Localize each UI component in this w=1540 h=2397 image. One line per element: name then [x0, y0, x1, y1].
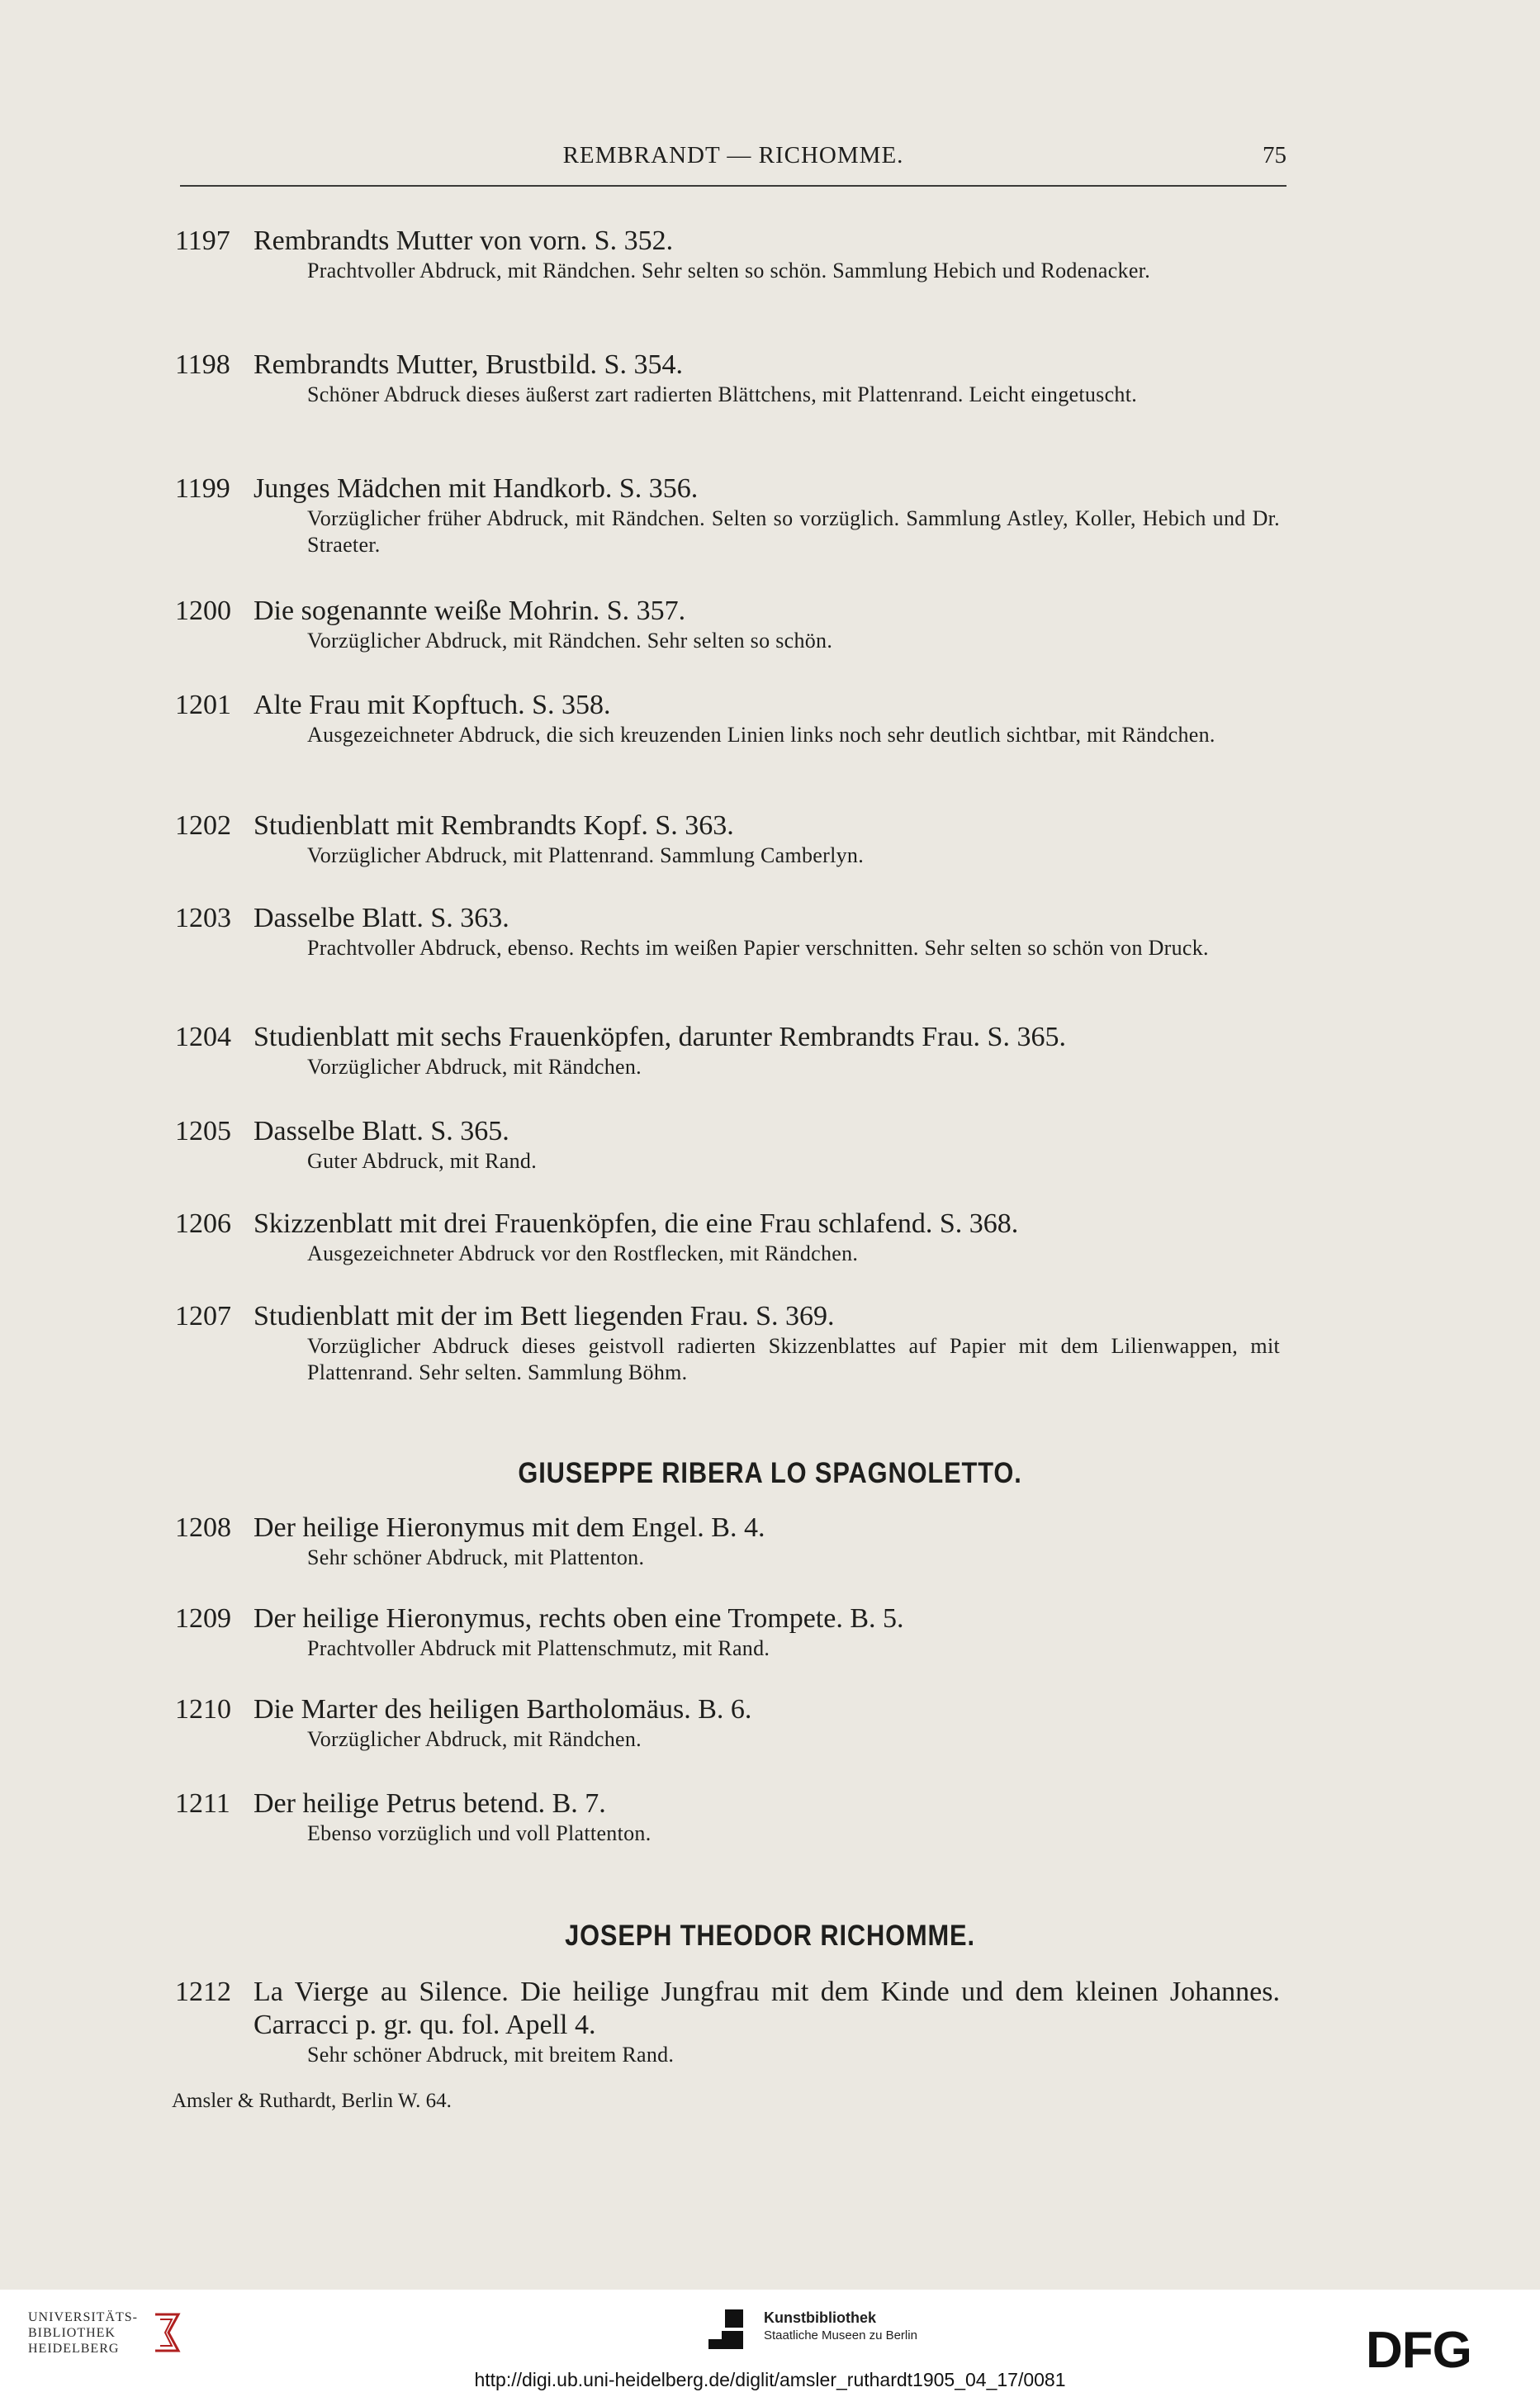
entry-title: Skizzenblatt mit drei Frauenköpfen, die eine Frau schlafend. S. 368.: [254, 1208, 1019, 1239]
entry-description: Ausgezeichneter Abdruck, die sich kreuzenden Linien links noch sehr deutlich sichtbar, mit Rändchen.: [307, 723, 1215, 747]
entry-number: 1200: [175, 596, 231, 626]
entry-number: 1210: [175, 1694, 231, 1725]
uni-logo-line: BIBLIOTHEK: [28, 2326, 116, 2340]
catalog-entry-1209: [175, 1602, 1290, 1662]
catalog-entry-1202: [175, 809, 1290, 869]
kb-title: Kunstbibliothek: [764, 2309, 876, 2326]
running-title: REMBRANDT — RICHOMME.: [562, 142, 904, 169]
entry-description: Prachtvoller Abdruck mit Plattenschmutz, mit Rand.: [307, 1636, 770, 1660]
running-header: [180, 142, 1286, 178]
entry-title: Dasselbe Blatt. S. 363.: [254, 903, 509, 933]
entry-description: Vorzüglicher Abdruck, mit Rändchen.: [307, 1727, 642, 1751]
catalog-entry-1210: [175, 1693, 1290, 1753]
entry-title: Der heilige Petrus betend. B. 7.: [254, 1788, 606, 1819]
entry-title: Rembrandts Mutter, Brustbild. S. 354.: [254, 349, 683, 380]
kunstbibliothek-label[interactable]: [764, 2309, 917, 2342]
entry-number: 1198: [175, 349, 230, 380]
catalog-entry-1211: [175, 1787, 1290, 1847]
entry-title: Studienblatt mit der im Bett liegenden Frau. S. 369.: [254, 1301, 835, 1331]
entry-number: 1199: [175, 473, 230, 504]
entry-number: 1205: [175, 1116, 231, 1146]
catalog-entry-1199: [175, 472, 1290, 558]
entry-number: 1209: [175, 1603, 231, 1634]
entry-title: Studienblatt mit Rembrandts Kopf. S. 363.: [254, 810, 734, 841]
uni-logo-line: HEIDELBERG: [28, 2342, 120, 2356]
entry-description: Vorzüglicher früher Abdruck, mit Rändchen. Selten so vorzüglich. Sammlung Astley, Koller, Hebich und Dr. Straeter.: [307, 506, 1280, 557]
entry-description: Schöner Abdruck dieses äußerst zart radierten Blättchens, mit Plattenrand. Leicht eingetuscht.: [307, 382, 1138, 406]
entry-title: Der heilige Hieronymus, rechts oben eine Trompete. B. 5.: [254, 1603, 904, 1634]
entry-description: Vorzüglicher Abdruck, mit Rändchen.: [307, 1055, 642, 1079]
entry-description: Sehr schöner Abdruck, mit Plattenton.: [307, 1545, 645, 1569]
entry-description: Vorzüglicher Abdruck, mit Plattenrand. Sammlung Camberlyn.: [307, 843, 865, 867]
entry-description: Ausgezeichneter Abdruck vor den Rostflecken, mit Rändchen.: [307, 1241, 859, 1265]
catalog-entry-1198: [175, 349, 1290, 408]
entry-title: Junges Mädchen mit Handkorb. S. 356.: [254, 473, 699, 504]
entry-number: 1206: [175, 1208, 231, 1239]
uni-logo-line: UNIVERSITÄTS-: [28, 2310, 138, 2324]
entry-description: Vorzüglicher Abdruck, mit Rändchen. Sehr selten so schön.: [307, 629, 833, 653]
entry-number: 1211: [175, 1788, 230, 1819]
kunstbibliothek-logo-icon: [702, 2306, 751, 2356]
entry-description: Ebenso vorzüglich und voll Plattenton.: [307, 1821, 652, 1845]
university-emblem-icon: [150, 2311, 183, 2354]
entry-description: Vorzüglicher Abdruck dieses geistvoll radierten Skizzenblattes auf Papier mit dem Lilienwappen, mit Plattenrand. Sehr selten. Sammlung Böhm.: [307, 1334, 1280, 1384]
entry-title: Rembrandts Mutter von vorn. S. 352.: [254, 225, 674, 256]
entry-title: Die Marter des heiligen Bartholomäus. B. 6.: [254, 1694, 752, 1725]
kb-subtitle: Staatliche Museen zu Berlin: [764, 2328, 917, 2342]
section-heading-richomme: JOSEPH THEODOR RICHOMME.: [565, 1920, 975, 1952]
publisher-imprint: Amsler & Ruthardt, Berlin W. 64.: [172, 2090, 452, 2112]
catalog-entry-1206: [175, 1208, 1290, 1267]
entry-number: 1202: [175, 810, 231, 841]
page-number: 75: [1263, 142, 1286, 169]
entry-title: La Vierge au Silence. Die heilige Jungfrau mit dem Kinde und dem kleinen Johannes. Carracci p. gr. qu. fol. Apell 4.: [254, 1977, 1280, 2040]
entry-description: Guter Abdruck, mit Rand.: [307, 1149, 537, 1173]
entry-description: Prachtvoller Abdruck, ebenso. Rechts im weißen Papier verschnitten. Sehr selten so schön von Druck.: [307, 936, 1209, 960]
entry-title: Die sogenannte weiße Mohrin. S. 357.: [254, 596, 686, 626]
catalog-entry-1203: [175, 902, 1290, 961]
header-rule: [180, 185, 1286, 187]
entry-title: Der heilige Hieronymus mit dem Engel. B. 4.: [254, 1512, 765, 1543]
entry-title: Alte Frau mit Kopftuch. S. 358.: [254, 690, 611, 720]
entry-description: Prachtvoller Abdruck, mit Rändchen. Sehr selten so schön. Sammlung Hebich und Rodenacker.: [307, 259, 1150, 282]
catalog-entry-1204: [175, 1021, 1290, 1080]
entry-number: 1208: [175, 1512, 231, 1543]
entry-number: 1197: [175, 225, 230, 256]
entry-number: 1203: [175, 903, 231, 933]
catalog-entry-1200: [175, 595, 1290, 654]
entry-title: Dasselbe Blatt. S. 365.: [254, 1116, 509, 1146]
entry-number: 1201: [175, 690, 231, 720]
dfg-logo[interactable]: DFG: [1366, 2322, 1471, 2379]
section-heading-ribera: GIUSEPPE RIBERA LO SPAGNOLETTO.: [518, 1457, 1022, 1489]
entry-number: 1207: [175, 1301, 231, 1331]
catalog-entry-1201: [175, 689, 1290, 748]
catalog-entry-1197: [175, 225, 1290, 284]
entry-number: 1204: [175, 1022, 231, 1052]
entry-description: Sehr schöner Abdruck, mit breitem Rand.: [307, 2043, 675, 2067]
catalog-entry-1205: [175, 1115, 1290, 1175]
catalog-entry-1208: [175, 1512, 1290, 1571]
permalink-url[interactable]: http://digi.ub.uni-heidelberg.de/diglit/amsler_ruthardt1905_04_17/0081: [474, 2369, 1066, 2390]
catalog-entry-1212: [175, 1976, 1290, 2068]
entry-number: 1212: [175, 1977, 231, 2007]
entry-title: Studienblatt mit sechs Frauenköpfen, darunter Rembrandts Frau. S. 365.: [254, 1022, 1066, 1052]
catalog-entry-1207: [175, 1300, 1290, 1386]
